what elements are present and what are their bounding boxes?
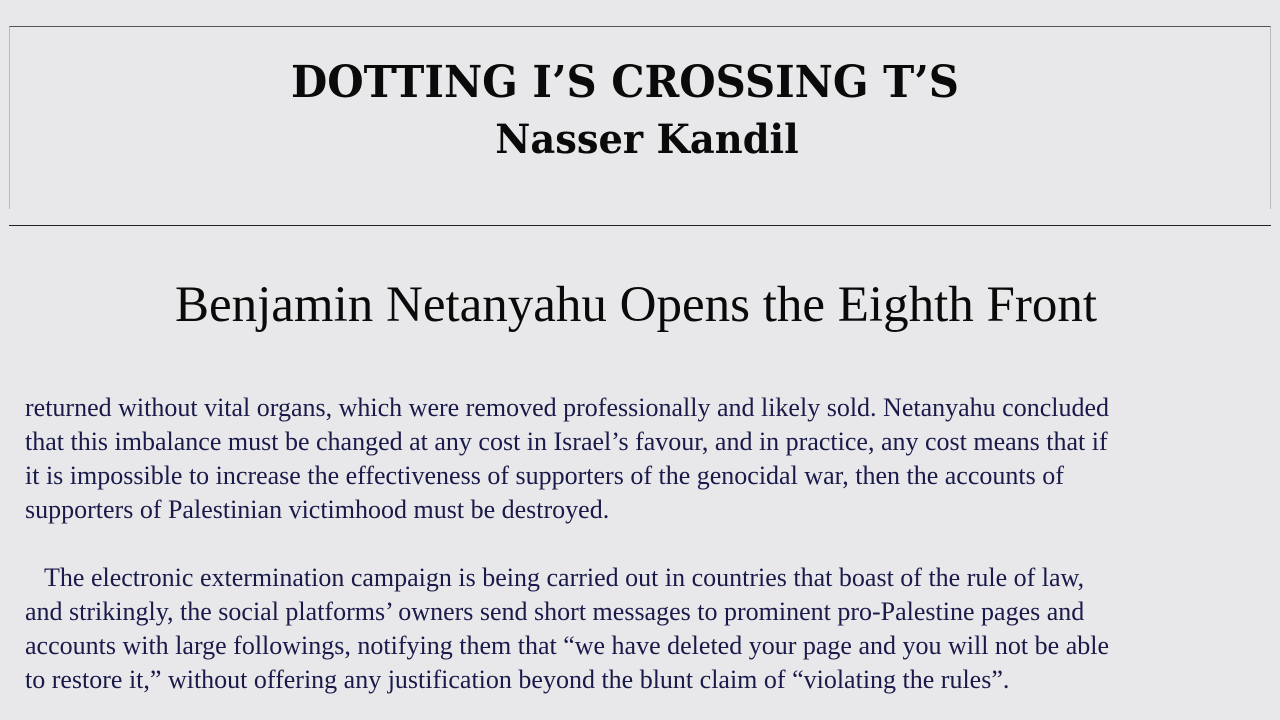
article-paragraph bbox=[25, 561, 1240, 697]
column-name: DOTTING I’S CROSSING T’S bbox=[291, 57, 959, 108]
paragraph-line: that this imbalance must be changed at any cost in Israel’s favour, and in practice, any cost means that if bbox=[25, 427, 1108, 456]
paragraph-line: to restore it,” without offering any justification beyond the blunt claim of “violating the rules”. bbox=[25, 665, 1010, 694]
article-paragraph bbox=[25, 391, 1240, 527]
author-name: Nasser Kandil bbox=[495, 116, 799, 163]
header-divider bbox=[9, 225, 1271, 226]
paragraph-line: it is impossible to increase the effectiveness of supporters of the genocidal war, then the accounts of bbox=[25, 461, 1064, 490]
paragraph-line: accounts with large followings, notifying them that “we have deleted your page and you will not be able bbox=[25, 631, 1110, 660]
paragraph-line: returned without vital organs, which were removed professionally and likely sold. Netanyahu concluded bbox=[25, 393, 1110, 422]
article-title: Benjamin Netanyahu Opens the Eighth Front bbox=[174, 277, 1098, 333]
paragraph-line: The electronic extermination campaign is being carried out in countries that boast of the rule of law, bbox=[25, 563, 1085, 592]
paragraph-line: and strikingly, the social platforms’ owners send short messages to prominent pro-Palestine pages and bbox=[25, 597, 1085, 626]
paragraph-line: supporters of Palestinian victimhood must be destroyed. bbox=[25, 495, 610, 524]
